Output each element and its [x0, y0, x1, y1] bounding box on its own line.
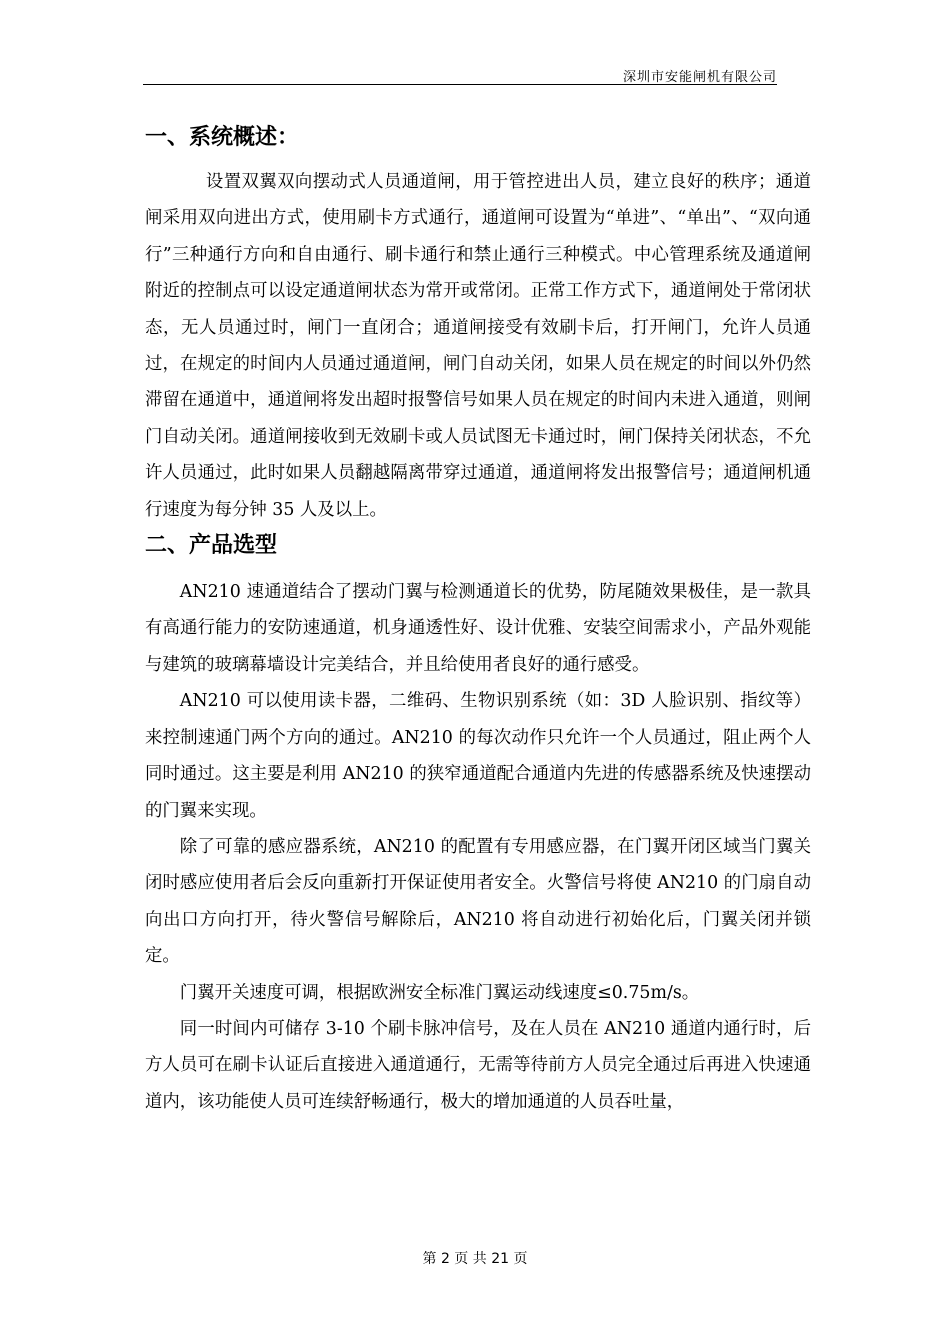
page-number: 第 2 页 共 21 页: [422, 1251, 528, 1267]
company-name: 深圳市安能闸机有限公司: [622, 70, 777, 85]
product-paragraph-3: 除了可靠的感应器系统，AN210 的配置有专用感应器，在门翼开闭区域当门翼关闭时感应使用者后会反向重新打开保证使用者安全。火警信号将使 AN210 的门扇自动向出口方向打开，待火警信号解除后，AN210 将自动进行初始化后，门翼关闭并锁定。: [145, 836, 811, 967]
overview-paragraph: 设置双翼双向摆动式人员通道闸，用于管控进出人员，建立良好的秩序；通道闸采用双向进出方式，使用刷卡方式通行，通道闸可设置为“单进”、“单出”、“双向通行”三种通行方向和自由通行、刷卡通行和禁止通行三种模式。中心管理系统及通道闸附近的控制点可以设定通道闸状态为常开或常闭。正常工作方式下，通道闸处于常闭状态，无人员通过时，闸门一直闭合；通道闸接受有效刷卡后，打开闸门，允许人员通过，在规定的时间内人员通过通道闸，闸门自动关闭，如果人员在规定的时间以外仍然滞留在通道中，通道闸将发出超时报警信号如果人员在规定的时间内未进入通道，则闸门自动关闭。通道闸接收到无效刷卡或人员试图无卡通过时，闸门保持关闭状态，不允许人员通过，此时如果人员翻越隔离带穿过通道，通道闸将发出报警信号；通道闸机通行速度为每分钟 35 人及以上。: [145, 172, 811, 520]
product-paragraph-5: 同一时间内可储存 3-10 个刷卡脉冲信号，及在人员在 AN210 通道内通行时，后方人员可在刷卡认证后直接进入通道通行，无需等待前方人员完全通过后再进入快速通道内，该功能使人员可连续舒畅通行，极大的增加通道的人员吞吐量，: [145, 1018, 811, 1112]
section-spacer: [145, 564, 811, 574]
section-title-product-selection: 二、产品选型: [145, 533, 278, 559]
document-body: [145, 120, 811, 1120]
section-title-overview: 一、系统概述：: [145, 125, 300, 150]
product-paragraph-4: 门翼开关速度可调，根据欧洲安全标准门翼运动线速度≤0.75m/s。: [179, 982, 700, 1003]
product-paragraph-2: AN210 可以使用读卡器，二维码、生物识别系统（如：3D 人脸识别、指纹等）来控制速通门两个方向的通过。AN210 的每次动作只允许一个人员通过，阻止两个人同时通过。这主要是利用 AN210 的狭窄通道配合通道内先进的传感器系统及快速摆动的门翼来实现。: [145, 691, 811, 821]
header-divider: [143, 84, 777, 85]
product-paragraph-1: AN210 速通道结合了摆动门翼与检测通道长的优势，防尾随效果极佳，是一款具有高通行能力的安防速通道，机身通透性好、设计优雅、安装空间需求小，产品外观能与建筑的玻璃幕墙设计完美结合，并且给使用者良好的通行感受。: [145, 582, 811, 675]
